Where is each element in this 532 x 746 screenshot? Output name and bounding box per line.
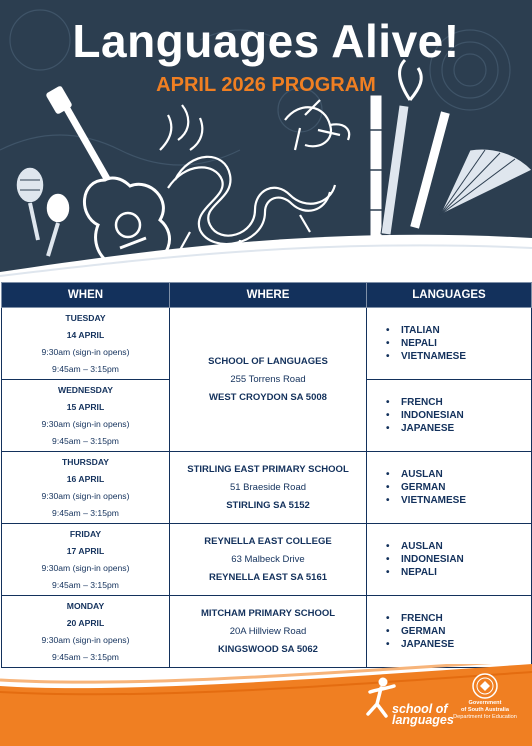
program-table bbox=[1, 282, 532, 668]
session-time: 9:45am – 3:15pm bbox=[52, 363, 119, 374]
date-label: 16 APRIL bbox=[66, 473, 105, 484]
language-item: • NEPALI bbox=[401, 566, 531, 579]
venue-name: REYNELLA EAST COLLEGE bbox=[204, 535, 332, 547]
languages-cell bbox=[367, 380, 532, 452]
day-label: TUESDAY bbox=[65, 312, 106, 323]
header-languages: LANGUAGES bbox=[367, 283, 532, 308]
table-header-row bbox=[2, 283, 532, 308]
venue-name: STIRLING EAST PRIMARY SCHOOL bbox=[187, 463, 349, 475]
languages-cell bbox=[367, 308, 532, 380]
languages-cell bbox=[367, 596, 532, 668]
when-cell bbox=[2, 308, 170, 380]
when-cell bbox=[2, 596, 170, 668]
where-cell bbox=[170, 524, 367, 596]
languages-list bbox=[367, 324, 531, 363]
table-row bbox=[2, 452, 532, 524]
signin-time: 9:30am (sign-in opens) bbox=[41, 490, 130, 501]
day-label: FRIDAY bbox=[69, 528, 102, 539]
page-subtitle: APRIL 2026 PROGRAM bbox=[156, 74, 376, 96]
venue-street: 255 Torrens Road bbox=[230, 373, 306, 385]
venue-name: SCHOOL OF LANGUAGES bbox=[208, 355, 328, 367]
page-title: Languages Alive! bbox=[72, 15, 460, 67]
language-item: • JAPANESE bbox=[401, 422, 531, 435]
government-logo: Government of South Australia Department for Education bbox=[453, 700, 517, 720]
table-row bbox=[2, 308, 532, 380]
when-cell bbox=[2, 380, 170, 452]
language-item: • JAPANESE bbox=[401, 638, 531, 651]
date-label: 20 APRIL bbox=[66, 617, 105, 628]
languages-list bbox=[367, 612, 531, 651]
language-item: • FRENCH bbox=[401, 612, 531, 625]
venue-suburb: REYNELLA EAST SA 5161 bbox=[208, 571, 328, 583]
venue-street: 63 Malbeck Drive bbox=[231, 553, 305, 565]
language-item: • GERMAN bbox=[401, 625, 531, 638]
language-item: • ITALIAN bbox=[401, 324, 531, 337]
signin-time: 9:30am (sign-in opens) bbox=[41, 562, 130, 573]
when-cell bbox=[2, 524, 170, 596]
language-item: • AUSLAN bbox=[401, 468, 531, 481]
signin-time: 9:30am (sign-in opens) bbox=[41, 346, 130, 357]
language-item: • INDONESIAN bbox=[401, 409, 531, 422]
where-cell bbox=[170, 308, 367, 452]
language-item: • INDONESIAN bbox=[401, 553, 531, 566]
venue-street: 51 Braeside Road bbox=[229, 481, 307, 493]
header-when: WHEN bbox=[2, 283, 170, 308]
government-crest-icon bbox=[470, 672, 500, 700]
languages-cell bbox=[367, 524, 532, 596]
date-label: 17 APRIL bbox=[66, 545, 105, 556]
where-cell bbox=[170, 452, 367, 524]
day-label: THURSDAY bbox=[62, 456, 109, 467]
date-label: 15 APRIL bbox=[66, 401, 105, 412]
table-row bbox=[2, 596, 532, 668]
language-item: • VIETNAMESE bbox=[401, 494, 531, 507]
dragon-icon bbox=[160, 100, 349, 258]
day-label: MONDAY bbox=[66, 600, 105, 611]
language-item: • FRENCH bbox=[401, 396, 531, 409]
header-banner bbox=[0, 0, 532, 282]
session-time: 9:45am – 3:15pm bbox=[52, 651, 119, 662]
when-cell bbox=[2, 452, 170, 524]
venue-suburb: STIRLING SA 5152 bbox=[226, 499, 310, 511]
date-label: 14 APRIL bbox=[66, 329, 105, 340]
guitar-icon bbox=[45, 85, 169, 269]
languages-list bbox=[367, 468, 531, 507]
languages-list bbox=[367, 396, 531, 435]
fan-icon bbox=[440, 149, 532, 215]
maracas-icon bbox=[16, 167, 70, 256]
school-of-languages-logo: school of languages bbox=[392, 702, 454, 727]
where-cell bbox=[170, 596, 367, 668]
day-label: WEDNESDAY bbox=[57, 384, 114, 395]
session-time: 9:45am – 3:15pm bbox=[52, 579, 119, 590]
languages-cell bbox=[367, 452, 532, 524]
venue-suburb: WEST CROYDON SA 5008 bbox=[209, 391, 327, 403]
signin-time: 9:30am (sign-in opens) bbox=[41, 634, 130, 645]
session-time: 9:45am – 3:15pm bbox=[52, 435, 119, 446]
venue-name: MITCHAM PRIMARY SCHOOL bbox=[200, 607, 336, 619]
language-item: • GERMAN bbox=[401, 481, 531, 494]
languages-list bbox=[367, 540, 531, 579]
venue-suburb: KINGSWOOD SA 5062 bbox=[218, 643, 318, 655]
header-where: WHERE bbox=[170, 283, 367, 308]
signin-time: 9:30am (sign-in opens) bbox=[41, 418, 130, 429]
session-time: 9:45am – 3:15pm bbox=[52, 507, 119, 518]
venue-street: 20A Hillview Road bbox=[229, 625, 307, 637]
language-item: • VIETNAMESE bbox=[401, 350, 531, 363]
language-item: • AUSLAN bbox=[401, 540, 531, 553]
table-row bbox=[2, 524, 532, 596]
language-item: • NEPALI bbox=[401, 337, 531, 350]
